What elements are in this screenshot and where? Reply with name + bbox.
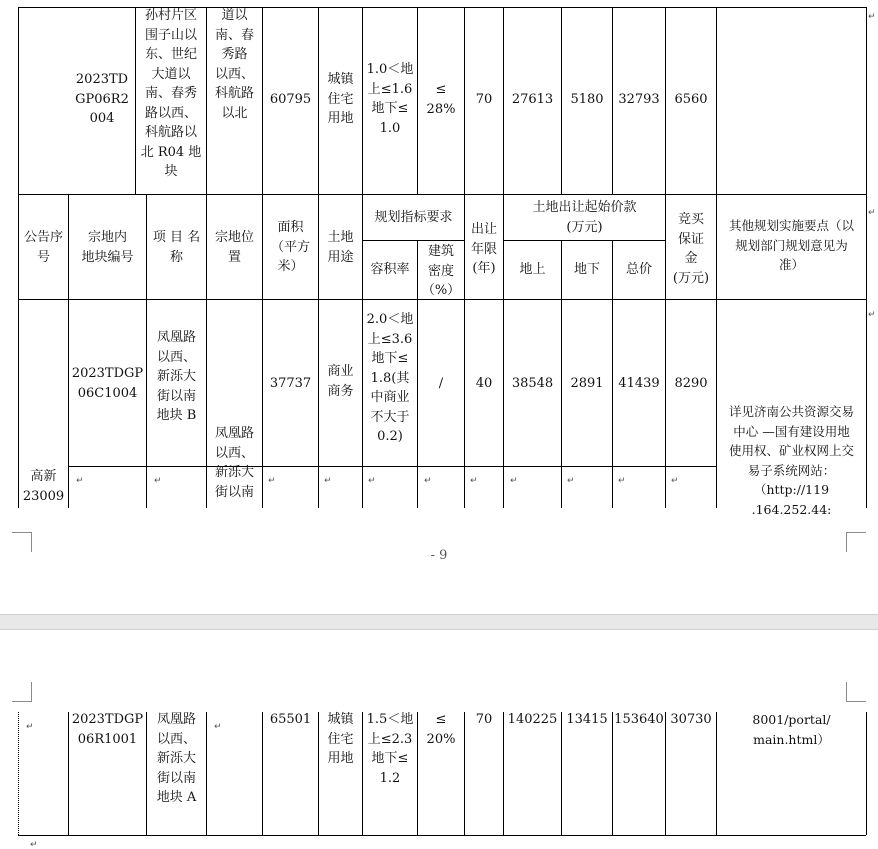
header-price-below: 地下 xyxy=(573,262,600,277)
header-subrow-line xyxy=(503,240,665,241)
header-other-requirements: 其他规划实施要点（以 规划部门规划意见为 准） xyxy=(728,218,854,272)
row-separator xyxy=(68,466,716,467)
land-use-cell: 城镇 住宅 用地 xyxy=(327,712,354,766)
other-requirements-cell: 详见济南公共资源交易 中心 —国有建设用地 使用权、矿业权网上交 易子系统网站： （http://119 .164.252.44: xyxy=(728,404,854,517)
price-above-cell: 140225 xyxy=(507,712,558,727)
table-border-right xyxy=(866,712,867,835)
crop-mark xyxy=(12,682,32,702)
header-plot-code: 宗地内 地块编号 xyxy=(81,230,134,265)
plot-code-cell: 2023TD GP06R2 004 xyxy=(75,72,129,126)
paragraph-mark: ↵ xyxy=(324,476,332,486)
years-cell: 70 xyxy=(475,92,493,107)
page-break-gap xyxy=(0,614,878,630)
project-name-cell: 凤凰路 以西、 新泺大 街以南 地块 B xyxy=(156,330,197,423)
area-cell: 37737 xyxy=(269,376,312,391)
paragraph-mark: ↵ xyxy=(671,476,679,486)
col-line xyxy=(561,712,562,835)
area-cell: 60795 xyxy=(269,92,312,107)
plot-code-cell: 2023TDGP 06R1001 xyxy=(71,712,144,747)
col-line xyxy=(206,712,207,835)
plot-ratio-cell: 1.0＜地 上≤1.6 地下≤ 1.0 xyxy=(366,62,414,136)
header-start-price: 土地出让起始价款 (万元) xyxy=(532,200,637,235)
building-density-cell: ≤ 20% xyxy=(426,712,456,747)
paragraph-mark: ↵ xyxy=(26,722,34,732)
paragraph-mark: ↵ xyxy=(76,476,84,486)
building-density-cell: / xyxy=(438,376,444,391)
table-border-right xyxy=(866,7,867,508)
header-planning-requirements: 规划指标要求 xyxy=(374,210,453,225)
paragraph-mark: ↵ xyxy=(214,722,222,732)
location-cell: 道以 南、春 秀路 以西、 科航路 以北 xyxy=(214,8,254,121)
land-use-cell: 城镇 住宅 用地 xyxy=(327,72,354,126)
row-end-mark: ↵ xyxy=(868,12,876,22)
header-building-density: 建筑 密度 （%） xyxy=(421,244,461,298)
paragraph-mark: ↵ xyxy=(567,476,575,486)
paragraph-mark: ↵ xyxy=(618,476,626,486)
header-plot-ratio: 容积率 xyxy=(370,262,410,277)
location-merged-cell: 凤凰路 以西、 新泺大 街以南 xyxy=(214,426,254,500)
header-subrow-line xyxy=(362,240,464,241)
header-land-use: 土地 用途 xyxy=(327,230,354,265)
header-price-above: 地上 xyxy=(519,262,546,277)
header-years: 出让 年限 (年) xyxy=(470,222,497,276)
col-line xyxy=(665,712,666,835)
price-total-cell: 153640 xyxy=(614,712,664,727)
header-announcement-no: 公告序 号 xyxy=(23,230,63,265)
years-cell: 70 xyxy=(475,712,493,727)
deposit-cell: 6560 xyxy=(674,92,708,107)
plot-code-cell: 2023TDGP 06C1004 xyxy=(71,366,144,401)
announcement-no-cell: 高新 23009 xyxy=(22,469,65,504)
price-above-cell: 27613 xyxy=(511,92,554,107)
header-price-total: 总价 xyxy=(625,262,652,277)
land-use-cell: 商业 商务 xyxy=(327,364,354,399)
paragraph-mark: ↵ xyxy=(154,476,162,486)
paragraph-mark: ↵ xyxy=(268,476,276,486)
col-line xyxy=(464,712,465,835)
paragraph-mark: ↵ xyxy=(30,840,38,849)
page-number: - 9 xyxy=(430,548,448,563)
col-line xyxy=(612,712,613,835)
price-below-cell: 13415 xyxy=(566,712,608,727)
table-border-left xyxy=(18,712,19,835)
paragraph-mark: ↵ xyxy=(424,476,432,486)
col-line xyxy=(262,712,263,835)
price-below-cell: 2891 xyxy=(570,376,604,391)
header-location: 宗地位 置 xyxy=(214,230,254,265)
paragraph-mark: ↵ xyxy=(470,476,478,486)
building-density-cell: ≤ 28% xyxy=(426,82,456,117)
header-project-name: 项 目 名 称 xyxy=(152,230,201,265)
row-end-mark: ↵ xyxy=(868,208,876,218)
other-requirements-cell-continued: 8001/portal/ main.html） xyxy=(752,712,831,747)
row-end-mark: ↵ xyxy=(868,310,876,320)
project-name-cell: 孙村片区 围子山以 东、世纪 大道以 南、春秀 路以西、 科航路以 北 R04 地 块 xyxy=(140,8,202,179)
col-line xyxy=(503,712,504,835)
years-cell: 40 xyxy=(475,376,493,391)
paragraph-mark: ↵ xyxy=(368,476,376,486)
price-total-cell: 32793 xyxy=(618,92,660,107)
paragraph-mark: ↵ xyxy=(510,476,518,486)
price-total-cell: 41439 xyxy=(618,376,660,391)
area-cell: 65501 xyxy=(269,712,312,727)
col-line xyxy=(503,7,504,508)
header-area: 面积 （平方 米） xyxy=(270,220,310,274)
document-page-10 xyxy=(0,630,878,849)
plot-ratio-cell: 1.5＜地 上≤2.3 地下≤ 1.2 xyxy=(366,712,414,786)
deposit-cell: 30730 xyxy=(670,712,712,727)
price-below-cell: 5180 xyxy=(570,92,604,107)
plot-ratio-cell: 2.0＜地 上≤3.6 地下≤ 1.8(其 中商业 不大于 0.2) xyxy=(366,312,414,444)
table-border-bottom xyxy=(18,835,866,836)
header-deposit: 竞买 保证 金 (万元) xyxy=(672,212,710,286)
project-name-cell: 凤凰路 以西、 新泺大 街以南 地块 A xyxy=(156,712,197,805)
crop-mark xyxy=(846,682,866,702)
deposit-cell: 8290 xyxy=(674,376,708,391)
price-above-cell: 38548 xyxy=(511,376,554,391)
